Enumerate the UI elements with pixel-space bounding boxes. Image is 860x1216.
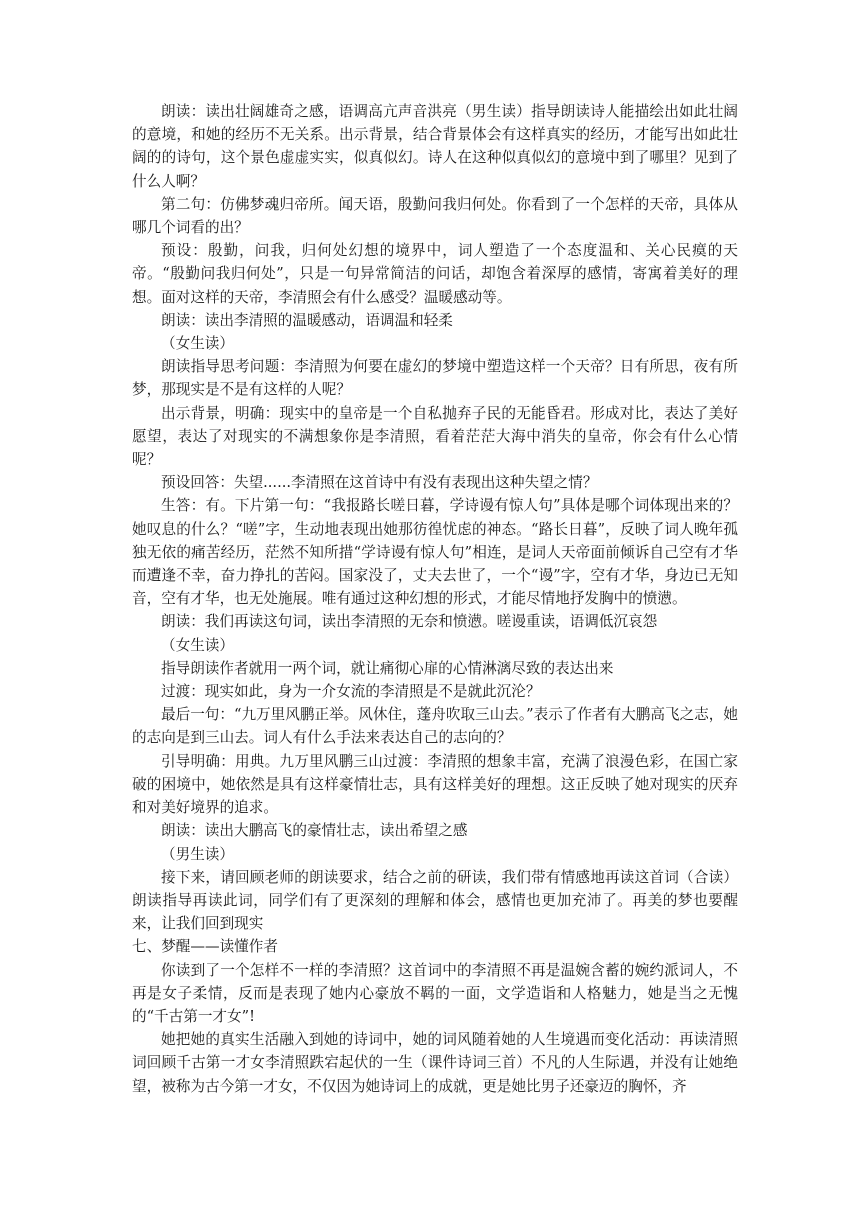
paragraph-boys-read: （男生读） <box>161 845 234 863</box>
paragraph-preset-emperor: 预设：殷勤，问我，归何处幻想的境界中，词人塑造了一个态度温和、关心民瘼的天帝。“殷勤问我归何处”，只是一句异常简洁的问话，却饱含着深厚的感情，寄寓着美好的理想。面对这样的天帝，李清照会有什么感受？温暖感动等。 <box>132 242 738 306</box>
document-body <box>132 100 738 1098</box>
paragraph-reading-majestic: 朗读：读出壮阔雄奇之感，语调高亢声音洪亮（男生读）指导朗读诗人能描绘出如此壮阔的意境，和她的经历不无关系。出示背景，结合背景体会有这样真实的经历，才能写出如此壮阔的的诗句，这个景色虚虚实实，似真似幻。诗人在这种似真似幻的意境中到了哪里？见到了什么人啊？ <box>132 103 738 190</box>
paragraph-second-line: 第二句：仿佛梦魂归帝所。闻天语，殷勤问我归何处。你看到了一个怎样的天帝，具体从哪几个词看的出？ <box>132 195 738 237</box>
paragraph-girls-read-1: （女生读） <box>161 335 234 353</box>
paragraph-preset-answer: 预设回答：失望......李清照在这首诗中有没有表现出这种失望之情？ <box>161 474 598 492</box>
section-heading: 七、梦醒——读懂作者 <box>132 938 278 956</box>
paragraph-reading-helpless: 朗读：我们再读这句词，读出李清照的无奈和愤懑。嗟谩重读，语调低沉哀怨 <box>161 613 658 631</box>
paragraph-reading-warm: 朗读：读出李清照的温暖感动，语调温和轻柔 <box>161 311 453 329</box>
paragraph-background: 出示背景，明确：现实中的皇帝是一个自私抛弃子民的无能昏君。形成对比，表达了美好愿望，表达了对现实的不满想象你是李清照，看着茫茫大海中消失的皇帝，你会有什么心情呢？ <box>132 404 738 469</box>
paragraph-different-liqingzhao: 你读到了一个怎样不一样的李清照？这首词中的李清照不再是温婉含蓄的婉约派词人，不再是女子柔情，反而是表现了她内心豪放不羁的一面，文学造诣和人格魅力，她是当之无愧的“千古第一才女”! <box>132 961 738 1025</box>
paragraph-girls-read-2: （女生读） <box>161 636 234 654</box>
paragraph-last-line: 最后一句：“九万里风鹏正举。风休住，蓬舟吹取三山去。”表示了作者有大鹏高飞之志，她的志向是到三山去。词人有什么手法来表达自己的志向的？ <box>132 706 738 747</box>
paragraph-reread: 接下来，请回顾老师的朗读要求，结合之前的研读，我们带有情感地再读这首词（合读）朗读指导再读此词，同学们有了更深刻的理解和体会，感情也更加充沛了。再美的梦也要醒来，让我们回到现实 <box>132 868 738 933</box>
paragraph-life-story: 她把她的真实生活融入到她的诗词中，她的词风随着她的人生境遇而变化活动：再读清照词回顾千古第一才女李清照跌宕起伏的一生（课件诗词三首）不凡的人生际遇，并没有让她绝望，被称为古今第一才女，不仅因为她诗词上的成就，更是她比男子还豪迈的胸怀，齐 <box>132 1031 738 1095</box>
paragraph-guidance-question: 朗读指导思考问题：李清照为何要在虚幻的梦境中塑造这样一个天帝？日有所思，夜有所梦，那现实是不是有这样的人呢？ <box>132 358 738 399</box>
paragraph-transition: 过渡：现实如此，身为一介女流的李清照是不是就此沉沦？ <box>161 683 541 701</box>
paragraph-guidance-words: 指导朗读作者就用一两个词，就让痛彻心扉的心情淋漓尽致的表达出来 <box>161 659 614 677</box>
paragraph-allusion: 引导明确：用典。九万里风鹏三山过渡：李清照的想象丰富，充满了浪漫色彩，在国亡家破的困境中，她依然是具有这样豪情壮志，具有这样美好的理想。这正反映了她对现实的厌弃和对美好境界的追求。 <box>132 752 738 817</box>
paragraph-reading-hope: 朗读：读出大鹏高飞的豪情壮志，读出希望之感 <box>161 822 468 840</box>
paragraph-student-answer: 生答：有。下片第一句：“我报路长嗟日暮，学诗谩有惊人句”具体是哪个词体现出来的？她叹息的什么？“嗟”字，生动地表现出她那彷徨忧虑的神态。“路长日暮”，反映了词人晚年孤独无依的痛苦经历，茫然不知所措“学诗谩有惊人句”相连，是词人天帝面前倾诉自己空有才华而遭逢不幸，奋力挣扎的苦闷。国家没了，丈夫去世了，一个“谩”字，空有才华，身边已无知音，空有才华，也无处施展。唯有通过这种幻想的形式，才能尽情地抒发胸中的愤懑。 <box>132 497 738 608</box>
